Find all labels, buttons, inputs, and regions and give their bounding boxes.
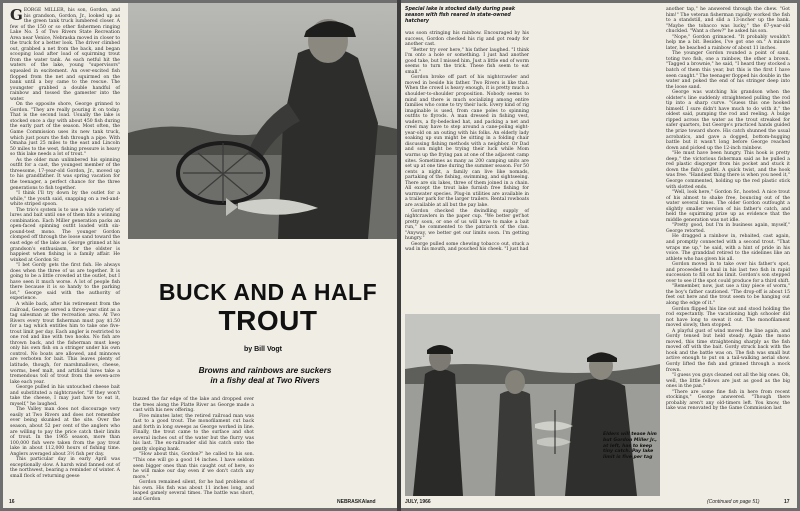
paragraph: The Valley man does not discourage very easily at Two Rivers and does not remember ever being skunked at the site. Over the season, about 52 per cent of the anglers who are willing to pay the price catch their limits of trout. In the 1965 season, more than 100,000 fish were taken from the pay trout lake in about 112,000 hours of fishing time. Anglers averaged about 3½ fish per day. [10,407,120,457]
paragraph: This particular day in early April was exceptionally slow. A harsh wind fanned out of the northwest, bearing a reminder of winter. A small flock of returning geese [10,457,120,479]
paragraph: "I think I'll try down by the outlet for a while," the youth said, snapping on a red-and-white striped spoon. [10,191,120,208]
paragraph: buzzed the far edge of the lake and dropped over the trees along the Platte River as George made a cast with his new offering. [133,397,254,414]
paragraph: The trio's system is to use a wide variety of lures and bait until one of them hits a winning combination. Each Miller generation packs an open-faced spinning outfit loaded with six-pound-test mono. The younger Gordon clomped off through the loose sand toward the east edge of the lake as George grinned at his grandson's enthusiasm, for the oldster is happiest when fishing is a family affair. He winked at Gordon Sr. [10,207,120,263]
paragraph: "Remember, now, just use a tiny piece of worm," the boy's father cautioned. "The drop-off is about 15 feet out here and the trout seem to be hanging out along the edge of it." [666,284,790,306]
paragraph: Gordon checked the dwindling supply of nightcrawlers in the paper cup. "We better get'hot pretty soon, or one of us will have to make a bait run," he commented to the patriarch of the clan. "Anyway, we better get our limits soon. I'm getting hungry." [405,208,529,242]
paragraph: A while back, after his retirement from the railroad, George served a three-year stint as a tag salesman at the recreation area. At Two Rivers every trout fisherman must pay $1.50 for a tag which entitles him to take one five-trout limit per day. Each angler is restricted to one rod and line with two hooks. No fish are thrown back, and the fisherman must keep only his own fish on a stringer under his own control. No boats are allowed, and minnows are verboten for bait. This leaves plenty of latitude, though, for marshmallows, cheese, worms, beef malt, and artificial lures take a tremendous toll of trout from the seven-acre lake each year. [10,301,120,385]
left-page [3,3,397,508]
article-title-line2: TROUT [218,305,318,336]
deck-line1: Browns and rainbows are suckers [198,366,332,375]
drop-cap: G [10,6,23,24]
byline: by Bill Vogt [244,346,282,353]
paragraph: "He must have been hungry. This hook is pretty deep," the victorious fisherman said as he pulled a red plastic disgorger from his pocket and stuck it down the fish's gullet. A quick twist, and the hook was free. "Handiest thing there is when you need it," George commented, holding up the red plastic stick with slotted ends. [666,151,790,190]
page-number-right: 17 [784,499,790,505]
left-column-b [133,397,254,502]
paragraph: A playful gust of wind moved the line again, and Gordy tensed but held steady. Again the mono moved, this time straightening sharply as the fish moved off with the bait. Gordy struck back with the hook and the battle was on. The fish was small but active enough to put on a tail-walking aerial show. Gordy lifted the fish and grinned through a mock frown. [666,328,790,373]
paragraph: "Nope," Gordon grimaced. "It probably wouldn't help me a bit. Besides, I've got one on." A minute later, he beached a rainbow of about 11 inches. [666,34,790,51]
article-title-line1: BUCK AND A HALF [158,279,378,305]
paragraph: Gordon broke off part of his nightcrawler and moved in beside his father. Two Rivers is like that. When the crowd is heavy enough, it is pretty much a shoulder-to-shoulder proposition. Nobody seems to mind and there is much socializing among entire families who come to try their luck. Every kind of rig imaginable is used, from cane poles to spinning outfits to flyrods. A man dressed in fishing vest, waders, a fly-bedecked hat, and packing a net and creel may have to step around a cane-poling eight-year-old on an outing with his folks. An elderly lady soaking up sun might be sitting in a folding chair discussing fishing methods with a neighbor. Or Dad and son might be trying their luck while Mom warms up the frying pan at one of the adjacent camp sites. Sometimes as many as 200 camping units are set up at one time during the summer season. For 50 cents a night, a family can live like nomads, partaking of the fishing, swimming, and sightseeing. There are six lakes, three of them joined in a chain. All except the trout lake furnish free fishing for warmwater species. Plug-in utilities are available in a trailer park for the larger trailers. Rental rowboats are available at all but the pay lake. [405,75,529,208]
paragraph: GEORGE MILLER, his son, Gordon, and his grandson, Gordon, Jr., looked up as the green tank truck lumbered closer. A few of the 150 or so other fishermen ringing Lake No. 5 of Two Rivers State Recreation Area near Venice, Nebraska moved in closer to the truck for a better look. The driver climbed out, grabbed a net from the back, and began scooping load after load of squirming trout from the water tank. As each netful hit the waters of the lake, young "supervisors" squealed in excitement. An over-excited fish flopped from the net and squirmed on the bank until a boy came to the rescue. The youngster grabbed a double handful of rainbow and tossed the gamester into the water. [10,6,120,102]
paragraph: "How about this, Gordon?" he called to his son. "This one will go a good 14 inches. I have seldom seen bigger ones than this caught out of here, so he will make our day even if we don't catch any more." [133,452,254,480]
paragraph: George pulled in his untouched cheese bait and substituted a nightcrawler. "If they won't take the cheese, I may just have to eat it, myself," he laughed. [10,385,120,407]
paragraph: On the opposite shore, George grinned to Gordon. "They are really pouring it on today. That is the second load. Usually the lake is stocked once a day with about 450 fish during the early part of the season. Most often, the Game Commission uses its new tank truck, which just pours the fish through a pipe. With Omaha just 25 miles to the east and Lincoln 50 miles to the west, fishing pressure is heavy so this lake needs a lot of trout." [10,102,120,158]
paragraph: "There are some fine fish in here from recent stockings," George answered. "Though there probably aren't any old-timers left. You know, the lake was renovated by the Game Commission last [666,389,790,412]
fisherman-illustration [128,3,397,239]
fisherman-photo [128,3,397,239]
paragraph: George was watching his grandson when the oldster's line suddenly straightened pulling the rod tip into a sharp curve. "Guess this one hooked himself. I sure didn't have much to do with it," the oldest said, pumping the rod and reeling. A bulge ripped across the water as the trout streaked for safer quarters, but George's practiced hands guided the prize toward shore. His catch shunned the usual acrobatics, and gave a dogged, bottom-hugging battle but it wasn't long before George reached down and picked up the 12-inch rainbow. [666,90,790,151]
left-column-a [10,8,120,498]
right-column-a [405,31,529,307]
paragraph: Five minutes later, the retired railroad man was fast to a good trout. The monofilament cut back and forth in long sweeps as George worked in line. Finally, the trout came to the surface and shot several inches out of the water but the flurry was his last. The ex-railroader slid his catch onto the gently sloping bank. [133,413,254,452]
right-column-b [666,7,790,497]
magazine-name: NEBRASKAland [337,499,376,505]
caption-top: Special lake is stocked daily during peak season with fish reared in state-owned hatchery [405,7,516,24]
caption-bottom: Elders will tease him but Gordon Miller Jr., at left, has to keep tiny catch. Pay lake limit is five per tag [603,432,657,461]
paragraph: "Better try over here," his father laughed. "I think I'm onto a hole or something. I just had another good take, but I missed him. Just a little end of worm seems to turn the trick. These fish seem to eat small." [405,47,529,75]
paragraph: He dragged a rainbow in, rebaited, cast again, and promptly connected with a second trout. "That wraps me up," he said, with a hint of pride in his voice. The granddad retired to the sidelines like an athlete who has given his all. [666,234,790,262]
paragraph: Gordon moved in to take over his father's spot, and proceeded to haul in his last two fish in rapid succession to fill out his limit. Gordon's son stepped over to see if the spot could produce for a third shift. [666,262,790,284]
paragraph: another tap," he answered through the chew. "Got him!" The veteran fisherman rapidly worked the fish to a standstill, and slid a 13-incher up the bank. "Maybe the tobacco was lucky," the 67-year-old chuckled. "Want a chew?" he asked his son. [666,7,790,35]
paragraph: George pulled some chewing tobacco out, stuck a wad in his mouth, and pouched his cheek. "I just had [405,241,529,253]
right-page [401,3,797,508]
continued-note: (Continued on page 51) [707,499,760,505]
paragraph: "Pretty good, but I'm in business again, myself," George retorted. [666,223,790,234]
paragraph: As the older man unlimbered his spinning outfit for a cast, the youngest member of the threesome, 17-year-old Gordon, Jr., moved up to his grandfather. It was spring vacation for the teenager, a perfect chance for the three generations to fish together. [10,157,120,191]
paragraph: Gordon remained silent, for he had problems of his own. His fish was about 11 inches long, and leaped gamely several times. The battle was short, and Gordon [133,480,254,502]
paragraph: The younger Gordon rounded a point of sand, toting two fish, one a rainbow, the other a brown. "Tagged a brownie," he said, "I heard they stocked a batch of them this year, but this is the first I have seen caught." The teenager flopped his double in the water and poked the end of his stringer deep into the loose sand. [666,51,790,90]
paragraph: "Well, look here," Gordon Sr., hooted. A nice trout of his almost to shake free, bouncing out of the water several times. The older Gordon outfought a slightly smaller version of his father's catch, and held the squirming prize up as evidence that the middle generation was not idle. [666,190,790,223]
family-illustration [405,314,660,496]
page-number-left: 16 [9,499,15,505]
paragraph: was soon stringing his rainbow. Encouraged by his success, Gordon checked his rig and got ready for another cast. [405,31,529,48]
paragraph: Gordon flipped his line out and stood holding the rod expectantly. The vacationing high schooler did not have long to sweat it out. The monofilament moved slowly, then stopped. [666,306,790,329]
paragraph: "I bet Gordy gets the first fish. He always does when the three of us are together. It is going to be a little crowded at the outlet, but I have seen it much worse. A lot of people fish there because it is so handy to the parking lot," George said with the authority of experience. [10,263,120,302]
paragraph: "I guess you guys cleaned out all the big ones. Oh, well, the little fellows are just as good as the big ones in the pan." [666,373,790,390]
family-photo [405,314,660,496]
issue-date: JULY, 1966 [405,499,431,505]
deck-line2: in a fishy deal at Two Rivers [210,376,320,385]
